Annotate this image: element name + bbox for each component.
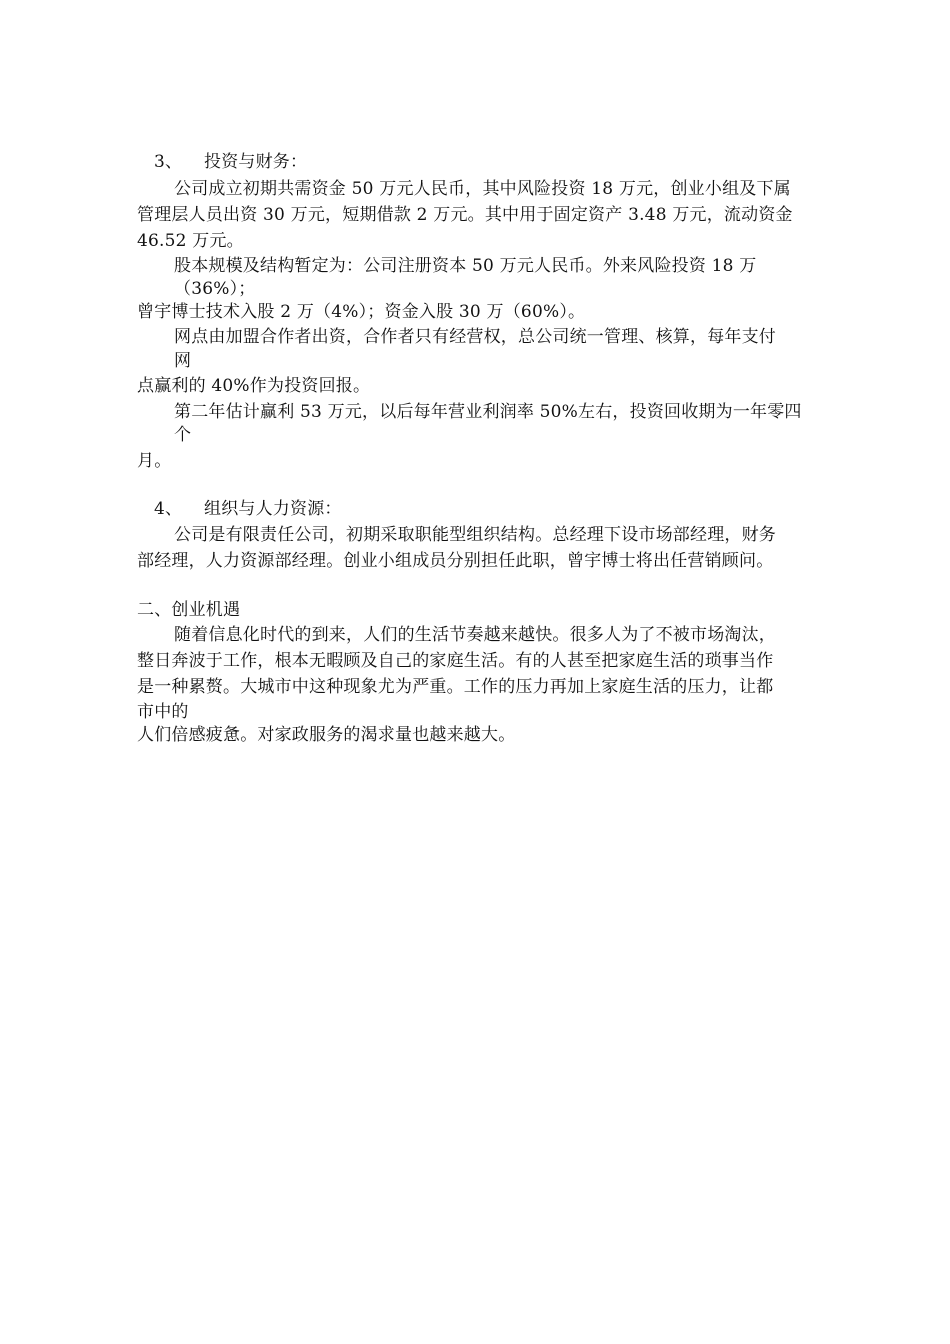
section-3-title: 投资与财务： — [204, 152, 308, 172]
paragraph-line: 人们倍感疲惫。对家政服务的渴求量也越来越大。 — [137, 725, 516, 745]
section-4-heading — [154, 498, 342, 520]
paragraph-line: 曾宇博士技术入股 2 万（4%）；资金入股 30 万（60%）。 — [137, 302, 586, 322]
paragraph-line: 是一种累赘。大城市中这种现象尤为严重。工作的压力再加上家庭生活的压力，让都 — [137, 677, 774, 697]
paragraph-line: 公司是有限责任公司，初期采取职能型组织结构。总经理下设市场部经理，财务 — [174, 525, 776, 545]
paragraph-line: （36%）； — [174, 279, 256, 299]
paragraph-line: 公司成立初期共需资金 50 万元人民币，其中风险投资 18 万元，创业小组及下属 — [174, 179, 791, 199]
paragraph-line: 市中的 — [137, 702, 189, 722]
paragraph-line: 网点由加盟合作者出资，合作者只有经营权，总公司统一管理、核算，每年支付 — [174, 327, 776, 347]
paragraph-line: 网 — [174, 351, 192, 371]
paragraph-line: 第二年估计赢利 53 万元，以后每年营业利润率 50%左右，投资回收期为一年零四 — [174, 402, 802, 422]
paragraph-line: 个 — [174, 425, 192, 445]
paragraph-line: 月。 — [137, 451, 172, 471]
section-3-number: 3、 — [154, 152, 183, 172]
paragraph-line: 股本规模及结构暂定为：公司注册资本 50 万元人民币。外来风险投资 18 万 — [174, 256, 757, 276]
paragraph-line: 46.52 万元。 — [137, 231, 244, 251]
section-two-heading: 二、创业机遇 — [137, 600, 241, 620]
paragraph-line: 随着信息化时代的到来，人们的生活节奏越来越快。很多人为了不被市场淘汰， — [174, 625, 776, 645]
paragraph-line: 点赢利的 40%作为投资回报。 — [137, 376, 371, 396]
section-3-heading — [154, 151, 307, 173]
section-4-number: 4、 — [154, 499, 183, 519]
paragraph-line: 管理层人员出资 30 万元，短期借款 2 万元。其中用于固定资产 3.48 万元，流动资金 — [137, 205, 793, 225]
paragraph-line: 部经理，人力资源部经理。创业小组成员分别担任此职，曾宇博士将出任营销顾问。 — [137, 551, 774, 571]
paragraph-line: 整日奔波于工作，根本无暇顾及自己的家庭生活。有的人甚至把家庭生活的琐事当作 — [137, 651, 774, 671]
section-4-title: 组织与人力资源： — [204, 499, 342, 519]
